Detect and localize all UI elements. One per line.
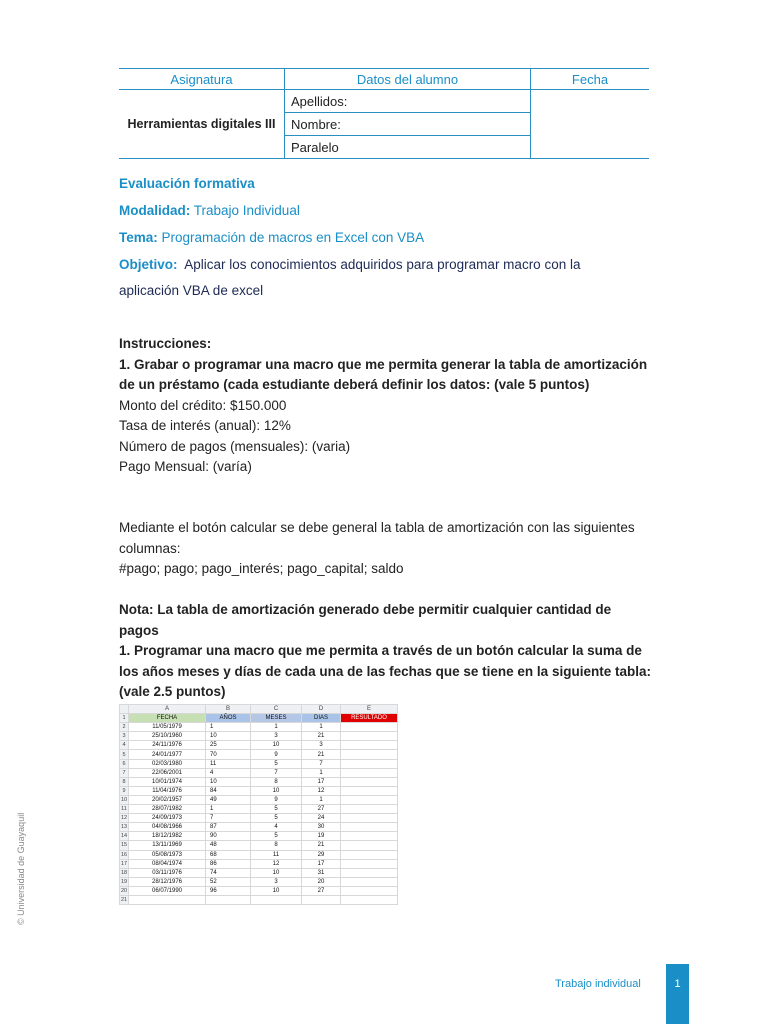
field-surname: Apellidos: — [285, 90, 531, 113]
sheet-data-row — [120, 859, 398, 868]
sheet-data-row — [120, 877, 398, 886]
sheet-cell: 8 — [251, 841, 302, 850]
sheet-data-row — [120, 868, 398, 877]
sheet-cell: 22/06/2001 — [129, 768, 206, 777]
subject-name: Herramientas digitales III — [119, 90, 285, 159]
dates-spreadsheet — [119, 704, 398, 905]
columns-line: #pago; pago; pago_interés; pago_capital; saldo — [119, 561, 404, 576]
col-date-header: Fecha — [531, 69, 650, 90]
sheet-cell: 9 — [251, 750, 302, 759]
sheet-cell: 31 — [302, 868, 341, 877]
sheet-cell: 49 — [206, 795, 251, 804]
objective-line — [119, 257, 580, 272]
sheet-empty-row — [120, 895, 398, 904]
calc-line1: Mediante el botón calcular se debe general la tabla de amortización con las siguientes — [119, 520, 635, 535]
note-text: Nota: La tabla de amortización generado debe permitir cualquier cantidad de pagos — [119, 602, 612, 638]
sheet-cell-result — [341, 732, 398, 741]
sheet-cell: 25/10/1960 — [129, 732, 206, 741]
sheet-cell: 20/02/1957 — [129, 795, 206, 804]
field-name: Nombre: — [285, 113, 531, 136]
row-number: 3 — [120, 732, 129, 741]
modality-value: Trabajo Individual — [193, 203, 300, 218]
sheet-cell: 1 — [251, 723, 302, 732]
sheet-cell: 4 — [206, 768, 251, 777]
row-number: 2 — [120, 723, 129, 732]
header-meses: MESES — [251, 714, 302, 723]
detail-amount: Monto del crédito: $150.000 — [119, 397, 287, 413]
sheet-cell: 17 — [302, 777, 341, 786]
sheet-cell-result — [341, 823, 398, 832]
sheet-cell: 12 — [251, 859, 302, 868]
sheet-cell-result — [341, 814, 398, 823]
row-number: 18 — [120, 869, 128, 876]
sheet-cell-result — [341, 877, 398, 886]
row-number: 9 — [120, 786, 129, 795]
sheet-cell: 11/05/1979 — [129, 723, 206, 732]
row-number: 17 — [120, 860, 128, 867]
col-student-header: Datos del alumno — [285, 69, 531, 90]
sheet-cell-result — [341, 850, 398, 859]
col-letter: E — [341, 705, 398, 714]
sheet-cell: 30 — [302, 823, 341, 832]
sheet-cell: 48 — [206, 841, 251, 850]
sheet-cell: 10 — [251, 786, 302, 795]
sheet-cell: 29 — [302, 850, 341, 859]
topic-label: Tema: — [119, 230, 158, 245]
header-dias: DIAS — [302, 714, 341, 723]
row-number: 7 — [120, 768, 129, 777]
sheet-cell: 96 — [206, 886, 251, 895]
row-number: 8 — [120, 777, 129, 786]
sheet-data-row — [120, 741, 398, 750]
sheet-cell: 24/11/1976 — [129, 741, 206, 750]
sheet-cell — [341, 895, 398, 904]
sheet-cell-result — [341, 786, 398, 795]
sheet-cell-result — [341, 795, 398, 804]
sheet-data-row — [120, 723, 398, 732]
sheet-cell: 86 — [206, 859, 251, 868]
sheet-data-row — [120, 777, 398, 786]
note-block — [119, 600, 651, 641]
row-number: 20 — [120, 887, 128, 894]
sheet-cell: 3 — [302, 741, 341, 750]
sheet-cell: 20 — [302, 877, 341, 886]
sheet-cell-result — [341, 832, 398, 841]
sheet-cell: 52 — [206, 877, 251, 886]
sheet-data-row — [120, 823, 398, 832]
objective-line-2 — [119, 283, 263, 298]
sheet-cell: 90 — [206, 832, 251, 841]
sheet-cell: 7 — [206, 814, 251, 823]
sheet-cell-result — [341, 759, 398, 768]
row-number: 13 — [120, 824, 128, 831]
sheet-cell-result — [341, 868, 398, 877]
row-number: 15 — [120, 842, 128, 849]
sheet-cell: 06/07/1990 — [129, 886, 206, 895]
sheet-cell: 11 — [251, 850, 302, 859]
footer-label: Trabajo individual — [555, 978, 641, 990]
row-number: 14 — [120, 833, 128, 840]
sheet-cell-result — [341, 805, 398, 814]
sheet-cell: 10 — [251, 741, 302, 750]
objective-value-1: Aplicar los conocimientos adquiridos para programar macro con la — [184, 257, 581, 272]
page-number-box — [666, 964, 689, 1024]
sheet-cell-result — [341, 768, 398, 777]
sheet-cell: 3 — [251, 877, 302, 886]
sheet-cell: 8 — [251, 777, 302, 786]
sheet-cell: 27 — [302, 886, 341, 895]
objective-value-2: aplicación VBA de excel — [119, 283, 264, 298]
sheet-data-row — [120, 886, 398, 895]
col-subject-header: Asignatura — [119, 69, 285, 90]
item2-line3: (vale 2.5 puntos) — [119, 684, 226, 699]
sheet-cell: 17 — [302, 859, 341, 868]
sheet-cell: 18/12/1982 — [129, 832, 206, 841]
sheet-cell-result — [341, 777, 398, 786]
row-number: 5 — [120, 750, 129, 759]
sheet-cell: 11 — [206, 759, 251, 768]
sheet-cell: 02/03/1980 — [129, 759, 206, 768]
header-table — [119, 68, 649, 159]
field-section: Paralelo — [285, 136, 531, 159]
sheet-cell: 1 — [206, 723, 251, 732]
date-cell — [531, 90, 650, 159]
sheet-cell: 21 — [302, 841, 341, 850]
sheet-cell: 1 — [206, 805, 251, 814]
sheet-cell: 21 — [302, 750, 341, 759]
calc-line2: columnas: — [119, 540, 181, 556]
sheet-cell: 21 — [302, 732, 341, 741]
sheet-cell: 10 — [206, 777, 251, 786]
sheet-header-row — [120, 714, 398, 723]
sheet-cell: 12 — [302, 786, 341, 795]
col-letter: B — [206, 705, 251, 714]
sheet-data-row — [120, 732, 398, 741]
sheet-cell: 24/09/1973 — [129, 814, 206, 823]
objective-label: Objetivo: — [119, 257, 178, 272]
sheet-cell: 4 — [251, 823, 302, 832]
sheet-cell — [251, 895, 302, 904]
sheet-cell: 1 — [302, 768, 341, 777]
sheet-cell: 08/04/1974 — [129, 859, 206, 868]
modality-label: Modalidad: — [119, 203, 191, 218]
sheet-cell: 03/11/1976 — [129, 868, 206, 877]
row-number: 11 — [121, 806, 127, 813]
col-letter: D — [302, 705, 341, 714]
sheet-cell — [302, 895, 341, 904]
row-number: 12 — [120, 815, 128, 822]
sheet-cell: 7 — [251, 768, 302, 777]
sheet-cell: 10/01/1974 — [129, 777, 206, 786]
row-number: 6 — [120, 759, 129, 768]
sheet-data-row — [120, 759, 398, 768]
item2-block — [119, 641, 651, 703]
sheet-cell: 05/08/1973 — [129, 850, 206, 859]
sheet-cell-result — [341, 741, 398, 750]
evaluation-type — [119, 176, 255, 191]
detail-monthly: Pago Mensual: (varía) — [119, 459, 252, 474]
sheet-cell: 10 — [251, 886, 302, 895]
row-number: 19 — [120, 878, 128, 885]
modality-line — [119, 203, 300, 218]
header-fecha: FECHA — [129, 714, 206, 723]
sheet-data-row — [120, 850, 398, 859]
item1-line2: de un préstamo (cada estudiante deberá definir los datos: (vale 5 puntos) — [119, 377, 590, 392]
sheet-corner — [120, 705, 129, 714]
sheet-cell: 19 — [302, 832, 341, 841]
sheet-cell: 3 — [251, 732, 302, 741]
sheet-cell: 10 — [251, 868, 302, 877]
topic-line — [119, 230, 424, 245]
sheet-column-letters — [120, 705, 398, 714]
sheet-data-row — [120, 786, 398, 795]
sheet-cell: 10 — [206, 732, 251, 741]
sheet-cell: 13/11/1969 — [129, 841, 206, 850]
sheet-data-row — [120, 814, 398, 823]
detail-rate: Tasa de interés (anual): 12% — [119, 418, 291, 433]
sheet-cell-result — [341, 859, 398, 868]
sheet-data-row — [120, 805, 398, 814]
sheet-data-row — [120, 750, 398, 759]
topic-value: Programación de macros en Excel con VBA — [161, 230, 425, 245]
sheet-cell: 28/12/1976 — [129, 877, 206, 886]
sheet-cell: 25 — [206, 741, 251, 750]
sheet-cell: 68 — [206, 850, 251, 859]
sheet-cell: 5 — [251, 832, 302, 841]
university-copyright: © Universidad de Guayaquil — [16, 812, 26, 925]
item2-line2: los años meses y días de cada una de las fechas que se tiene en la siguiente tabla: — [119, 663, 651, 679]
sheet-cell: 24 — [302, 814, 341, 823]
row-number: 1 — [120, 714, 129, 723]
sheet-cell — [206, 895, 251, 904]
sheet-cell: 28/07/1982 — [129, 805, 206, 814]
sheet-cell-result — [341, 723, 398, 732]
sheet-cell: 9 — [251, 795, 302, 804]
instructions-title: Instrucciones: — [119, 336, 212, 351]
sheet-cell: 5 — [251, 759, 302, 768]
sheet-cell: 7 — [302, 759, 341, 768]
sheet-cell: 1 — [302, 795, 341, 804]
detail-payments: Número de pagos (mensuales): (varia) — [119, 438, 351, 454]
sheet-cell: 70 — [206, 750, 251, 759]
sheet-cell: 1 — [302, 723, 341, 732]
sheet-cell: 24/01/1977 — [129, 750, 206, 759]
sheet-cell: 5 — [251, 805, 302, 814]
row-number: 21 — [120, 897, 128, 904]
sheet-cell: 87 — [206, 823, 251, 832]
sheet-data-row — [120, 768, 398, 777]
row-number: 16 — [120, 851, 128, 858]
sheet-data-row — [120, 832, 398, 841]
header-resultado: RESULTADO — [341, 714, 398, 723]
sheet-cell: 11/04/1976 — [129, 786, 206, 795]
item1-line1: 1. Grabar o programar una macro que me permita generar la tabla de amortización — [119, 356, 648, 372]
sheet-cell: 74 — [206, 868, 251, 877]
sheet-cell-result — [341, 750, 398, 759]
sheet-cell: 04/08/1966 — [129, 823, 206, 832]
row-number: 4 — [120, 741, 129, 750]
col-letter: A — [129, 705, 206, 714]
page-number: 1 — [674, 978, 681, 990]
col-letter: C — [251, 705, 302, 714]
calc-block — [119, 518, 651, 580]
sheet-data-row — [120, 795, 398, 804]
sheet-data-row — [120, 841, 398, 850]
row-number: 10 — [120, 796, 128, 803]
sheet-cell-result — [341, 886, 398, 895]
sheet-cell: 84 — [206, 786, 251, 795]
evaluation-text: Evaluación formativa — [119, 176, 255, 191]
sheet-cell-result — [341, 841, 398, 850]
item2-line1: 1. Programar una macro que me permita a través de un botón calcular la suma de — [119, 643, 642, 658]
sheet-cell: 27 — [302, 805, 341, 814]
sheet-cell: 5 — [251, 814, 302, 823]
instructions-block — [119, 334, 651, 478]
sheet-cell — [129, 895, 206, 904]
header-anos: AÑOS — [206, 714, 251, 723]
